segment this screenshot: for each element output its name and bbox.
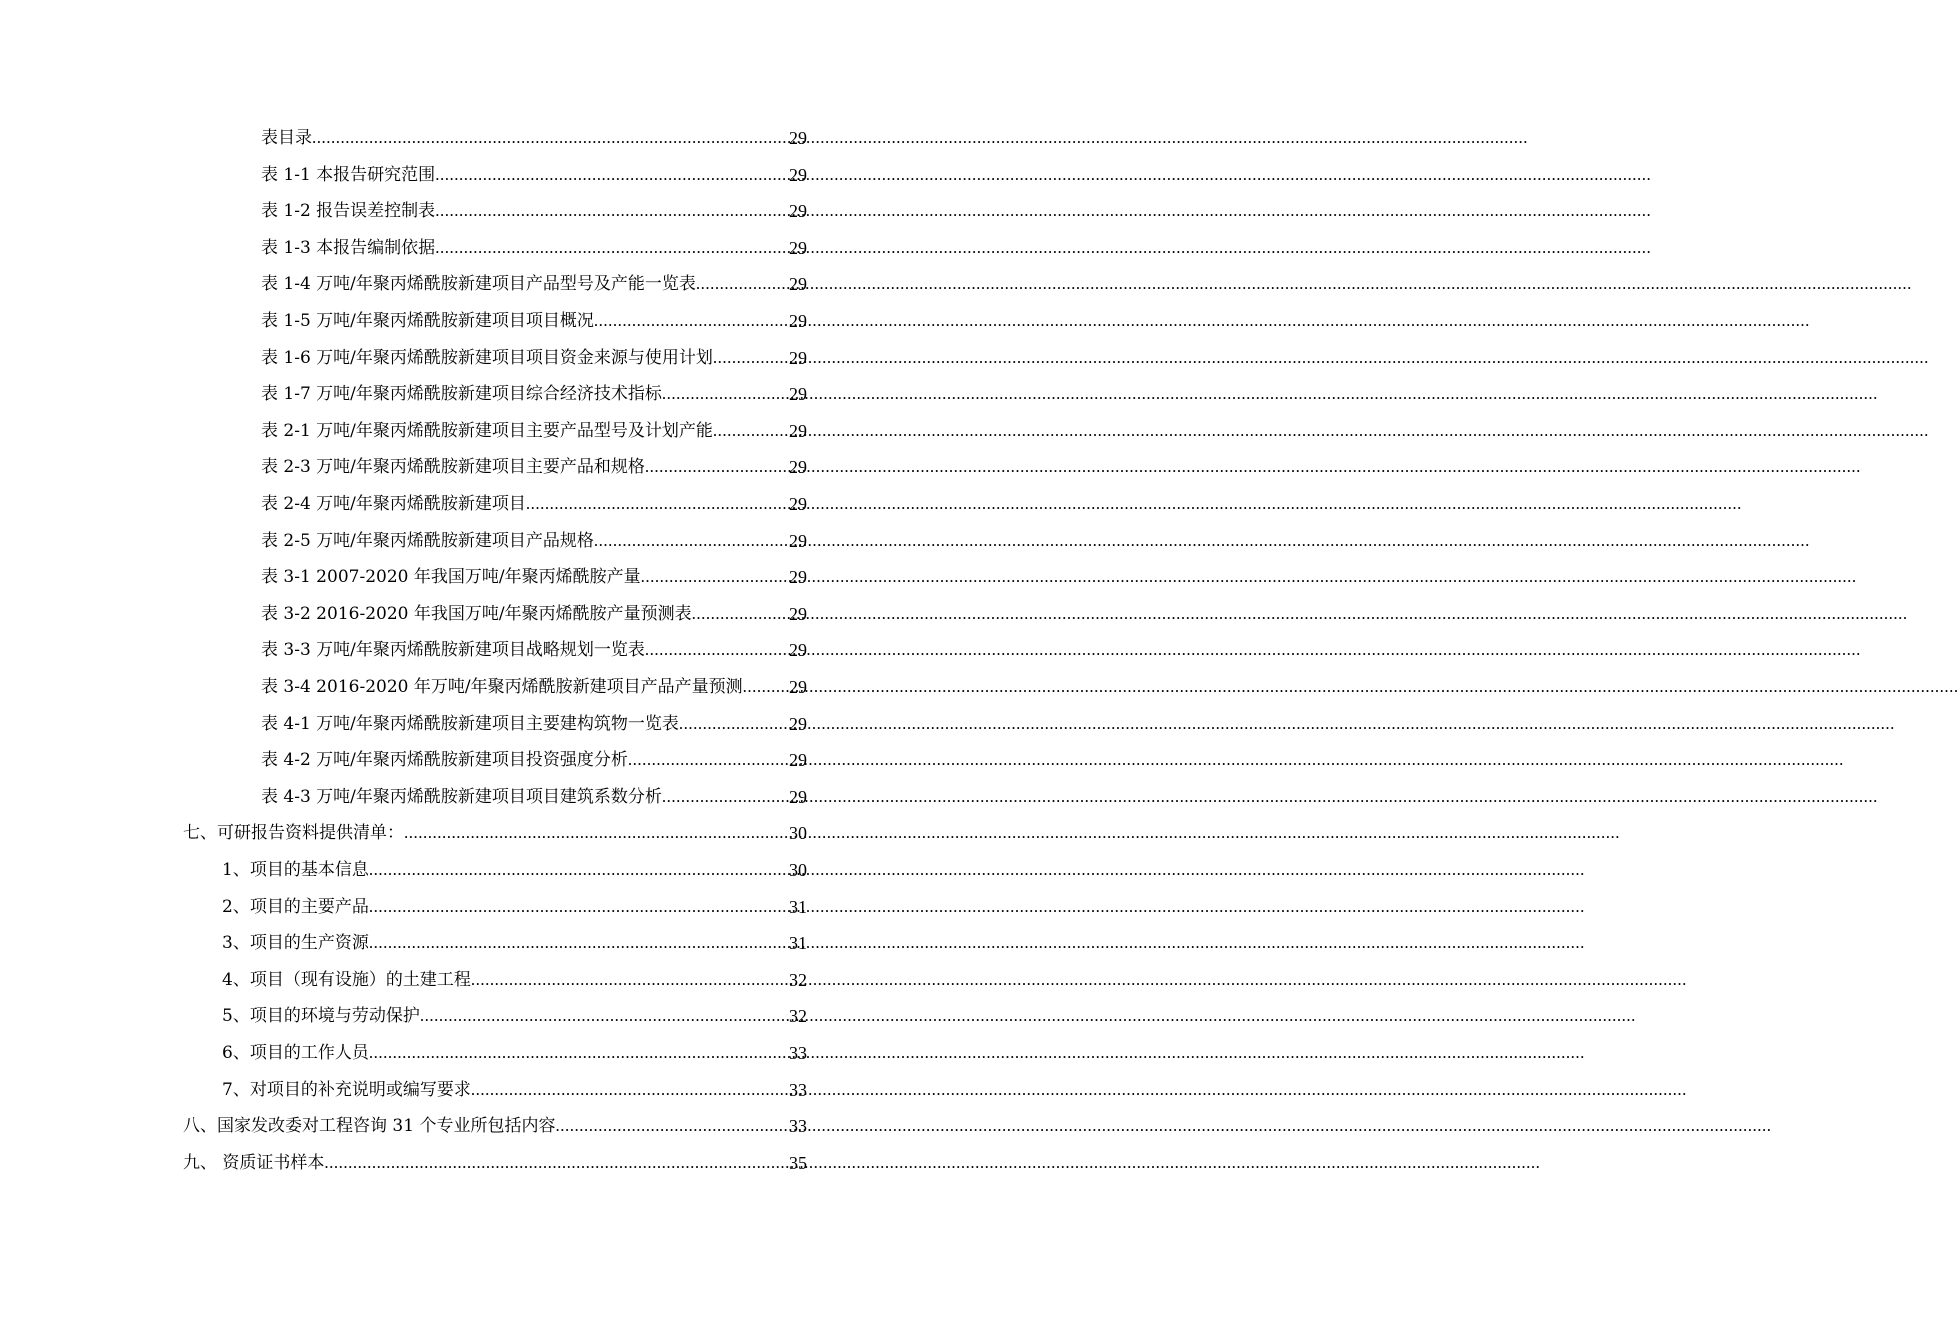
toc-entry-title: 表 1-4 万吨/年聚丙烯酰胺新建项目产品型号及产能一览表: [261, 274, 696, 295]
document-page: [0, 0, 950, 1344]
toc-entry-page-number: 29: [789, 274, 807, 295]
toc-entry-page-number: 29: [789, 420, 807, 441]
toc-dot-leader: [369, 889, 788, 925]
toc-entry[interactable]: [261, 596, 807, 632]
toc-entry-title: 表 1-7 万吨/年聚丙烯酰胺新建项目综合经济技术指标: [261, 384, 662, 405]
toc-entry-page-number: 32: [789, 969, 807, 990]
toc-dot-leader: [594, 303, 788, 339]
toc-dot-leader: [692, 596, 788, 632]
toc-entry-page-number: 29: [789, 530, 807, 551]
toc-dot-leader: [324, 1145, 788, 1181]
toc-dot-leader: [369, 1035, 788, 1071]
toc-entry-page-number: 32: [789, 1006, 807, 1027]
toc-entry-title: 4、项目（现有设施）的土建工程: [222, 969, 471, 990]
toc-entry[interactable]: [261, 230, 807, 266]
toc-entry[interactable]: [261, 449, 807, 485]
toc-dot-leader: [369, 925, 788, 961]
toc-entry-page-number: 29: [789, 384, 807, 405]
toc-entry[interactable]: [222, 925, 807, 961]
toc-entry[interactable]: [222, 962, 807, 998]
toc-entry-page-number: 33: [789, 1043, 807, 1063]
toc-entry-title: 七、可研报告资料提供清单：: [183, 823, 404, 844]
toc-entry[interactable]: [261, 486, 807, 522]
toc-entry-page-number: 29: [789, 311, 807, 331]
toc-entry[interactable]: [261, 779, 807, 815]
toc-dot-leader: [555, 1108, 788, 1144]
toc-entry-title: 7、对项目的补充说明或编写要求: [222, 1079, 471, 1100]
toc-dot-leader: [435, 193, 788, 229]
toc-entry-page-number: 29: [789, 201, 807, 222]
toc-entry-title: 表 1-3 本报告编制依据: [261, 237, 436, 258]
toc-entry-title: 表 4-2 万吨/年聚丙烯酰胺新建项目投资强度分析: [261, 750, 628, 771]
toc-entry-title: 表 1-2 报告误差控制表: [261, 201, 436, 222]
toc-entry-title: 表 1-5 万吨/年聚丙烯酰胺新建项目项目概况: [261, 311, 594, 331]
toc-entry-page-number: 29: [789, 713, 807, 734]
toc-entry[interactable]: [261, 376, 807, 412]
toc-entry-title: 表 3-1 2007-2020 年我国万吨/年聚丙烯酰胺产量: [261, 567, 641, 588]
toc-dot-leader: [420, 998, 788, 1034]
toc-dot-leader: [679, 706, 788, 742]
toc-entry-title: 6、项目的工作人员: [222, 1043, 369, 1063]
toc-dot-leader: [594, 523, 788, 559]
toc-entry[interactable]: [222, 1072, 807, 1108]
toc-entry-page-number: 29: [789, 640, 807, 661]
toc-dot-leader: [526, 486, 788, 522]
toc-entry-page-number: 30: [789, 860, 807, 880]
toc-entry-title: 九、 资质证书样本: [183, 1152, 325, 1173]
toc-dot-leader: [628, 742, 788, 778]
toc-entry-page-number: 29: [789, 494, 807, 514]
toc-entry[interactable]: [261, 742, 807, 778]
toc-entry[interactable]: [261, 303, 807, 339]
toc-entry-title: 八、国家发改委对工程咨询 31 个专业所包括内容: [183, 1116, 556, 1137]
toc-entry-title: 表 2-3 万吨/年聚丙烯酰胺新建项目主要产品和规格: [261, 457, 645, 478]
toc-entry[interactable]: [222, 1035, 807, 1071]
toc-dot-leader: [696, 266, 788, 302]
toc-dot-leader: [641, 559, 788, 595]
toc-dot-leader: [743, 669, 788, 705]
toc-entry[interactable]: [261, 266, 807, 302]
toc-entry-page-number: 33: [789, 1116, 807, 1137]
toc-dot-leader: [471, 1072, 788, 1108]
toc-entry-title: 表 1-6 万吨/年聚丙烯酰胺新建项目项目资金来源与使用计划: [261, 347, 713, 368]
toc-entry[interactable]: [261, 340, 807, 376]
toc-dot-leader: [713, 413, 788, 449]
toc-entry[interactable]: [183, 1108, 807, 1144]
toc-dot-leader: [369, 852, 788, 888]
toc-dot-leader: [435, 230, 788, 266]
toc-entry[interactable]: [222, 889, 807, 925]
toc-dot-leader: [404, 815, 788, 851]
toc-dot-leader: [312, 120, 788, 156]
toc-entry-page-number: 29: [789, 164, 807, 185]
toc-entry[interactable]: [261, 157, 807, 193]
toc-dot-leader: [471, 962, 788, 998]
toc-dot-leader: [435, 157, 788, 193]
toc-entry[interactable]: [261, 120, 807, 156]
toc-entry-title: 5、项目的环境与劳动保护: [222, 1006, 420, 1027]
toc-entry[interactable]: [222, 998, 807, 1034]
toc-dot-leader: [645, 632, 788, 668]
toc-entry-title: 2、项目的主要产品: [222, 896, 369, 917]
toc-entry-title: 表 3-4 2016-2020 年万吨/年聚丙烯酰胺新建项目产品产量预测: [261, 677, 743, 697]
toc-entry-page-number: 29: [789, 567, 807, 588]
toc-entry[interactable]: [261, 193, 807, 229]
toc-dot-leader: [713, 340, 788, 376]
toc-entry-title: 表 4-3 万吨/年聚丙烯酰胺新建项目项目建筑系数分析: [261, 786, 662, 807]
toc-entry[interactable]: [261, 523, 807, 559]
toc-entry-page-number: 29: [789, 786, 807, 807]
toc-dot-leader: [645, 449, 788, 485]
toc-entry[interactable]: [261, 706, 807, 742]
toc-entry-page-number: 31: [789, 933, 807, 954]
toc-dot-leader: [662, 779, 788, 815]
toc-entry-title: 表目录: [261, 128, 312, 148]
toc-entry-page-number: 29: [789, 603, 807, 624]
toc-dot-leader: [662, 376, 788, 412]
toc-entry-page-number: 31: [789, 896, 807, 917]
toc-entry-page-number: 29: [789, 347, 807, 368]
toc-entry-title: 表 1-1 本报告研究范围: [261, 164, 436, 185]
toc-entry-title: 表 2-4 万吨/年聚丙烯酰胺新建项目: [261, 494, 526, 514]
toc-entry-title: 表 4-1 万吨/年聚丙烯酰胺新建项目主要建构筑物一览表: [261, 713, 679, 734]
toc-entry-page-number: 29: [789, 750, 807, 771]
toc-entry-title: 3、项目的生产资源: [222, 933, 369, 954]
toc-entry[interactable]: [261, 559, 807, 595]
toc-entry[interactable]: [261, 632, 807, 668]
toc-entry-title: 表 3-3 万吨/年聚丙烯酰胺新建项目战略规划一览表: [261, 640, 645, 661]
toc-entry-page-number: 29: [789, 457, 807, 478]
toc-entry[interactable]: [222, 852, 807, 888]
toc-entry-page-number: 29: [789, 128, 807, 148]
toc-entry-page-number: 29: [789, 677, 807, 697]
toc-entry-page-number: 29: [789, 237, 807, 258]
toc-entry-page-number: 35: [789, 1152, 807, 1173]
toc-entry-title: 表 3-2 2016-2020 年我国万吨/年聚丙烯酰胺产量预测表: [261, 603, 692, 624]
toc-entry[interactable]: [261, 413, 807, 449]
toc-entry[interactable]: [261, 669, 807, 705]
toc-entry-title: 1、项目的基本信息: [222, 860, 369, 880]
toc-entry-page-number: 30: [789, 823, 807, 844]
toc-entry[interactable]: [183, 1145, 807, 1181]
toc-entry[interactable]: [183, 815, 807, 851]
toc-entry-title: 表 2-1 万吨/年聚丙烯酰胺新建项目主要产品型号及计划产能: [261, 420, 713, 441]
toc-entry-page-number: 33: [789, 1079, 807, 1100]
toc-entry-title: 表 2-5 万吨/年聚丙烯酰胺新建项目产品规格: [261, 530, 594, 551]
